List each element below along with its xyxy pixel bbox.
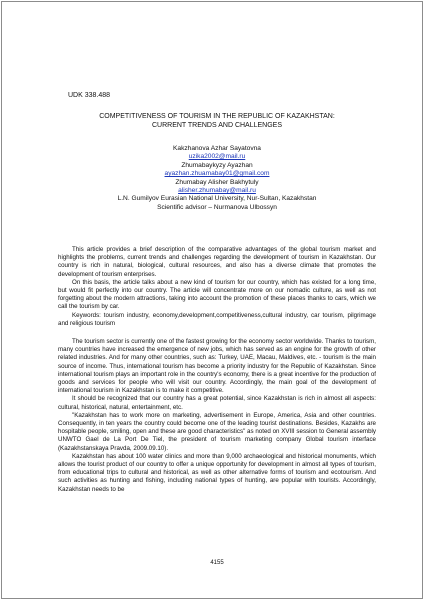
author-email-link[interactable]: ayazhan.zhuamabay01@gmail.com: [164, 170, 270, 178]
keywords: Keywords: tourism industry, economy,development,competitiveness,cultural industry, car tourism, pilgrimage and religious tourism: [58, 311, 376, 327]
author-name: Zhumabay Alisher Bakhytuly: [175, 178, 259, 186]
author-email-link[interactable]: uzika2002@mail.ru: [188, 153, 246, 161]
author-name: Zhumabaykyzy Ayazhan: [181, 161, 253, 169]
affiliation: L.N. Gumilyov Eurasian National University, Nur-Sultan, Kazakhstan: [117, 195, 317, 203]
page-frame: [1, 1, 423, 599]
abstract-section: [58, 246, 376, 328]
abstract-paragraph: On this basis, the article talks about a new kind of tourism for our country, which has existed for a long time, but would fit perfectly into our country. The article will concentrate more on our nomadic culture, as well as not forgetting about the modern attractions, taking into account the promotion of these places thanks to cars, which we call the tourism by car.: [58, 278, 376, 311]
abstract-paragraph: This article provides a brief description of the comparative advantages of the global tourism market and highlights the problems, current trends and challenges regarding the development of tourism in Kazakhstan. Our country is rich in natural, biological, cultural resources, and also has a diverse climate that promotes the development of tourism enterprises.: [58, 246, 376, 278]
body-paragraph: The tourism sector is currently one of the fastest growing for the economy sector worldwide. Thanks to tourism, many countries have increased the emergence of new jobs, which has served as an engine for the growth of other related industries. And for many other countries, such as: Turkey, UAE, Macau, Maldives, etc. - tourism is the main source of income. Thus, international tourism has become a priority industry for the Republic of Kazakhstan. Since international tourism plays an important role in the country's economy, there is a great incentive for the production of goods and services for people who will visit our country. Accordingly, the main goal of the development of international tourism in Kazakhstan is to make it competitive.: [58, 338, 376, 395]
body-paragraph: "Kazakhstan has to work more on marketing, advertisement in Europe, America, Asia and other countries. Consequently, in ten years the country could become one of the leading tourist destinations. Besides, Kazakhs are hospitable people, smiling, open and these are good characteristics" as noted on XVIII session to General assembly UNWTO Gael de La Port De Tiel, the president of tourism marketing company Global tourism interface (Kazakhstanskaya Pravda, 2009.09.10).: [58, 411, 376, 452]
body-text: [58, 338, 376, 494]
author-block: [58, 145, 376, 212]
udk-code: UDK 338.488: [68, 92, 111, 99]
author-email-link[interactable]: alisher.zhumabay@mail.ru: [178, 187, 256, 195]
body-paragraph: Kazakhstan has about 100 water clinics and more than 9,000 archaeological and historical monuments, which allows the tourist product of our country to offer a unique opportunity for development in almost all types of tourism, from educational trips to cultural and historical, as well as other alternative forms of tourism and ecotourism. And such activities as hunting and fishing, including national types of hunting, are popular with tourists. Accordingly, Kazakhstan needs to be: [58, 452, 376, 493]
title-line-2: CURRENT TRENDS AND CHALLENGES: [151, 121, 283, 129]
body-paragraph: It should be recognized that our country has a great potential, since Kazakhstan is rich in almost all aspects: cultural, historical, natural, entertainment, etc.: [58, 395, 376, 411]
author-name: Kakzhanova Azhar Sayatovna: [173, 145, 261, 152]
page-number: 4155: [210, 560, 224, 566]
scientific-advisor: Scientific advisor – Nurmanova Ulbossyn: [157, 203, 277, 211]
paper-title: [58, 113, 376, 130]
title-line-1: COMPETITIVENESS OF TOURISM IN THE REPUBLIC OF KAZAKHSTAN:: [99, 113, 335, 120]
